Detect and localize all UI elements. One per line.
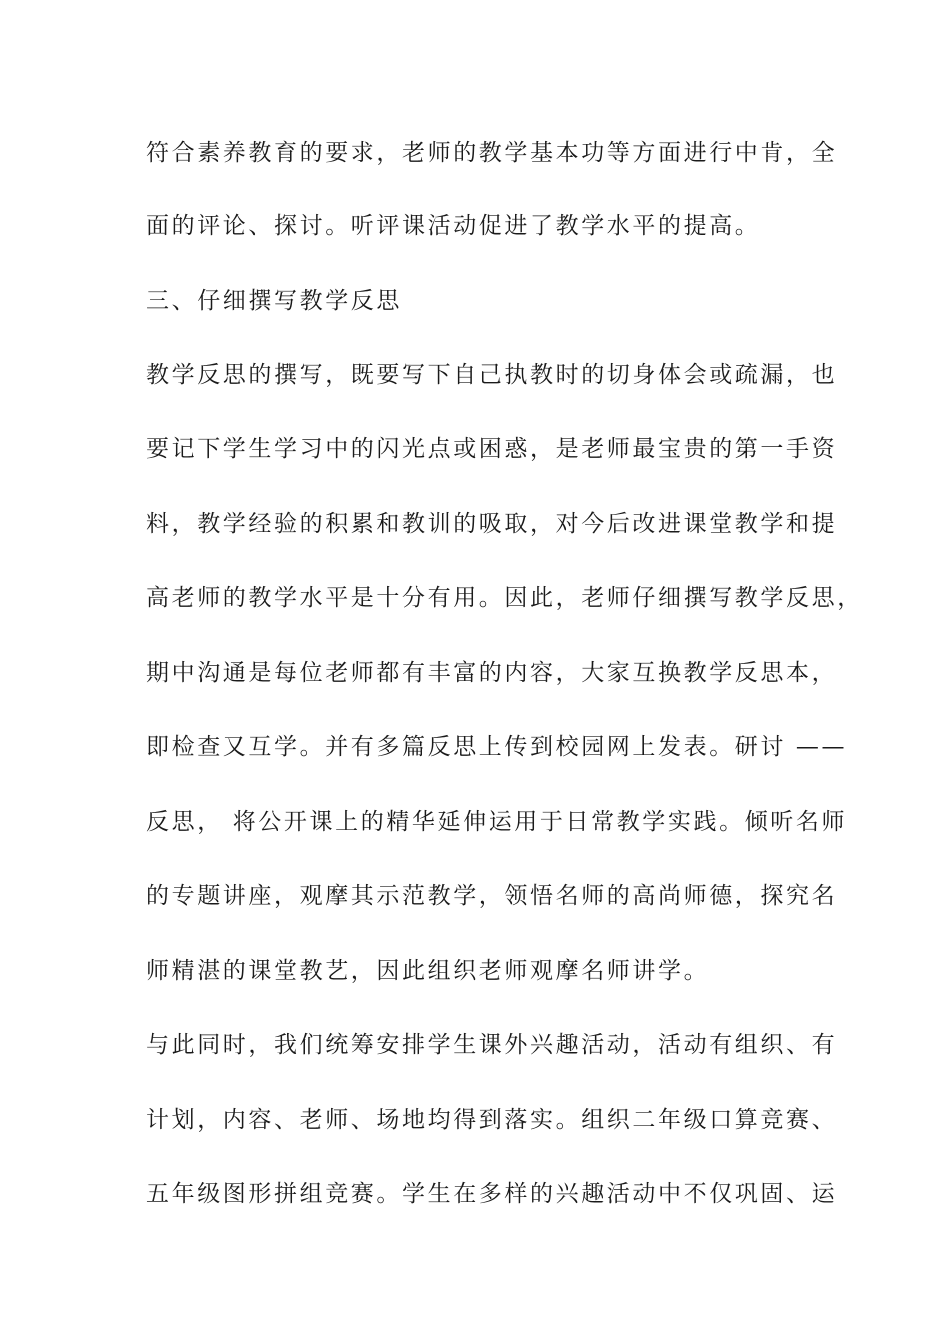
paragraph-line: 计划，内容、老师、场地均得到落实。组织二年级口算竞赛、 <box>146 1107 838 1133</box>
paragraph-line: 高老师的教学水平是十分有用。因此，老师仔细撰写教学反思， <box>146 585 863 611</box>
paragraph-line: 符合素养教育的要求，老师的教学基本功等方面进行中肯，全 <box>146 140 838 166</box>
paragraph-line: 要记下学生学习中的闪光点或困惑，是老师最宝贵的第一手资 <box>146 436 838 462</box>
paragraph-line: 教学反思的撰写，既要写下自己执教时的切身体会或疏漏，也 <box>146 362 838 388</box>
paragraph-line: 五年级图形拼组竞赛。学生在多样的兴趣活动中不仅巩固、运 <box>146 1181 838 1207</box>
paragraph-line: 面的评论、探讨。听评课活动促进了教学水平的提高。 <box>146 213 761 239</box>
paragraph-line: 师精湛的课堂教艺，因此组织老师观摩名师讲学。 <box>146 958 710 984</box>
section-heading: 三、仔细撰写教学反思 <box>146 288 402 314</box>
paragraph-line: 反思， 将公开课上的精华延伸运用于日常教学实践。倾听名师 <box>146 809 848 835</box>
paragraph-line: 料，教学经验的积累和教训的吸取，对今后改进课堂教学和提 <box>146 511 838 537</box>
paragraph-line: 的专题讲座，观摩其示范教学，领悟名师的高尚师德，探究名 <box>146 883 838 909</box>
paragraph-line: 即检查又互学。并有多篇反思上传到校园网上发表。研讨 —— <box>146 734 848 760</box>
paragraph-line: 期中沟通是每位老师都有丰富的内容，大家互换教学反思本， <box>146 660 838 686</box>
paragraph-line: 与此同时，我们统筹安排学生课外兴趣活动，活动有组织、有 <box>146 1032 838 1058</box>
